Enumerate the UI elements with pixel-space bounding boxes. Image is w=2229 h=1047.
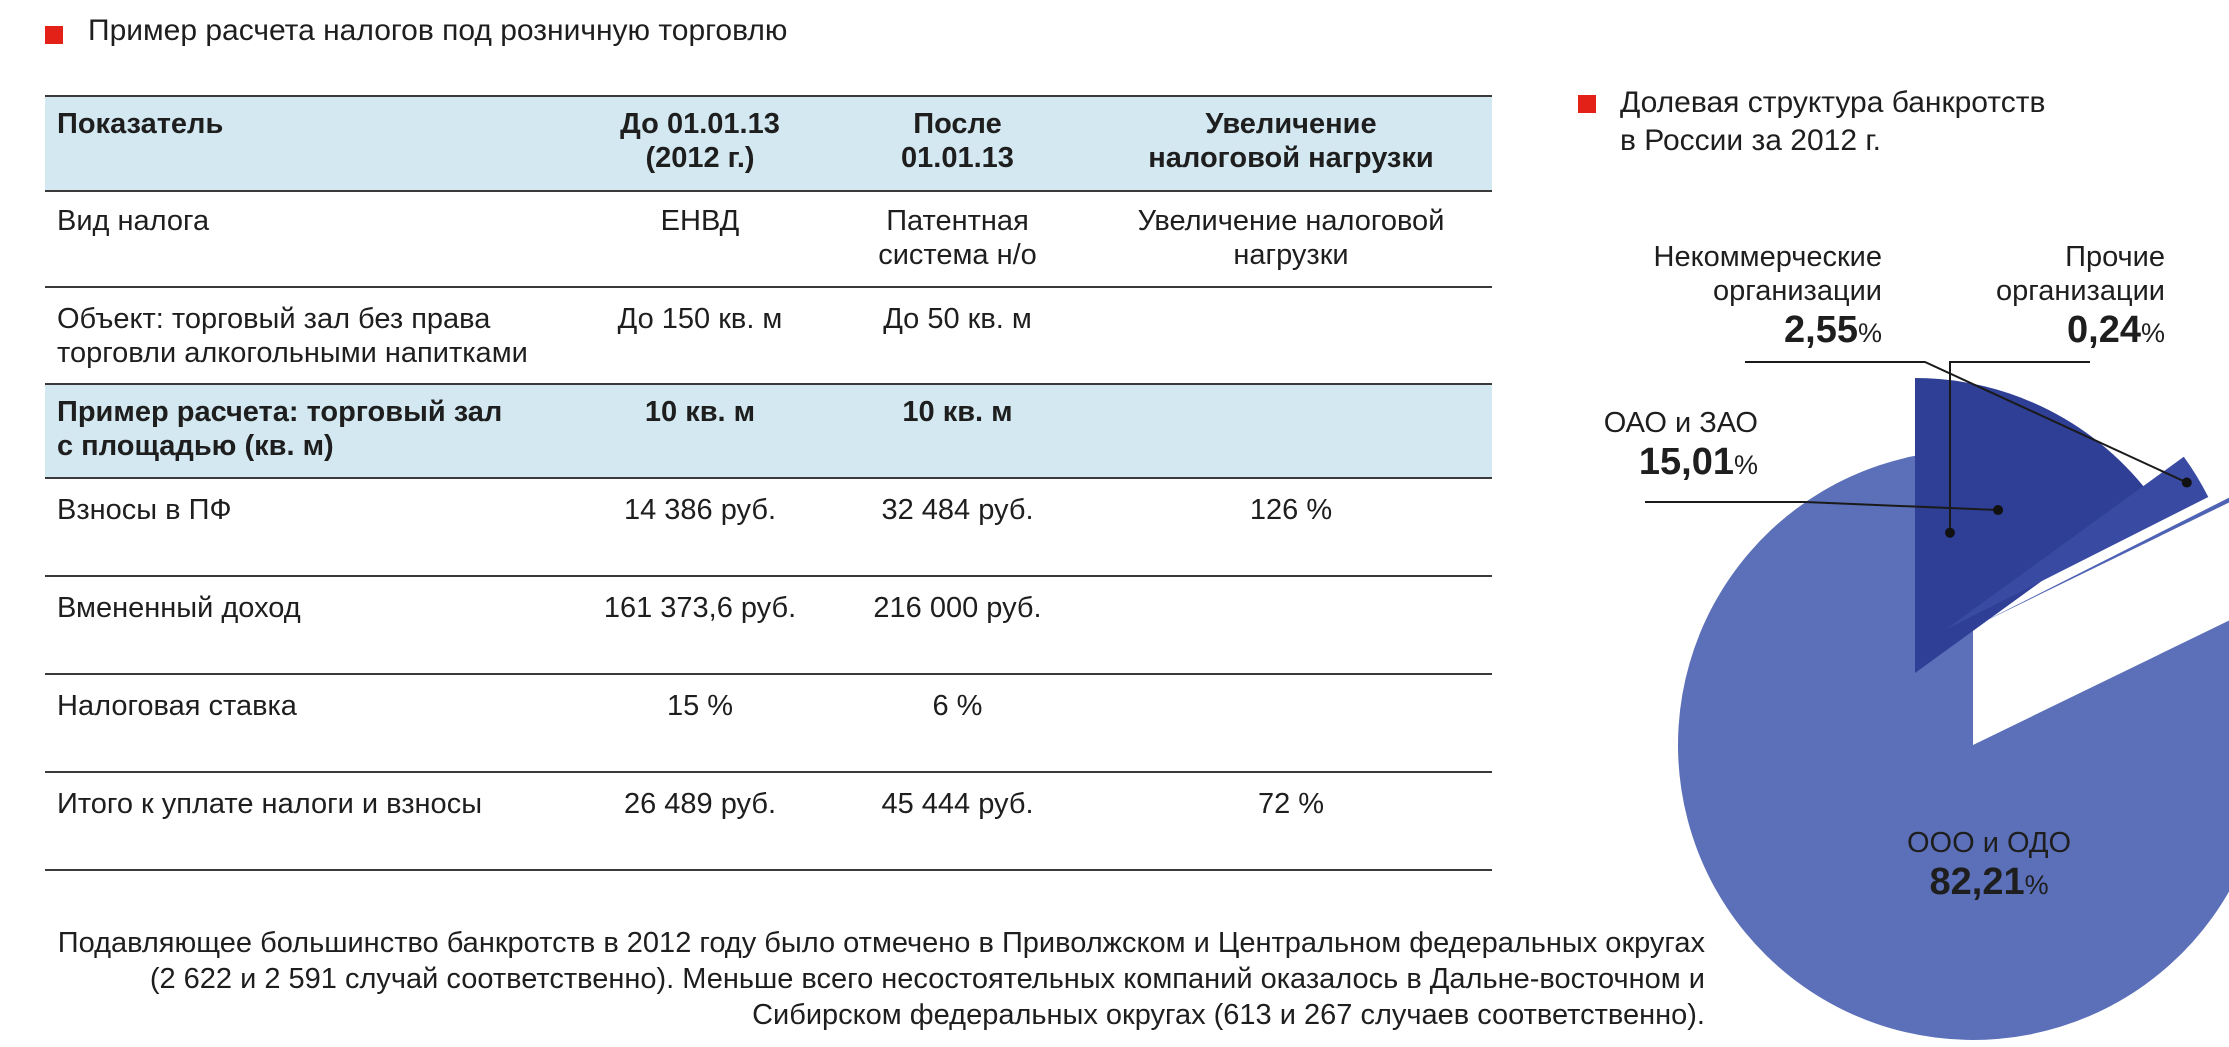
table-cell: До 50 кв. м	[825, 287, 1090, 384]
table-cell: Вид налога	[45, 191, 575, 287]
table-cell: Вмененный доход	[45, 576, 575, 674]
table-cell: Патентная система н/о	[825, 191, 1090, 287]
slice-name-other: Прочие организации	[1996, 241, 2165, 307]
table-cell: Объект: торговый зал без права торговли алкогольными напитками	[45, 287, 575, 384]
table-cell: До 150 кв. м	[575, 287, 825, 384]
slice-name-noncommercial: Некоммерческие организации	[1653, 241, 1882, 307]
slice-label-noncommercial: Некоммерческие организации 2,55%	[1653, 241, 1882, 351]
table-header-cell: Показатель	[45, 96, 575, 191]
slice-value-oao-zao: 15,01	[1638, 441, 1734, 483]
leader-dot-other	[1945, 528, 1955, 538]
leader-dot-noncommercial	[2182, 478, 2192, 488]
table-cell: 161 373,6 руб.	[575, 576, 825, 674]
table-cell: 14 386 руб.	[575, 478, 825, 576]
table-cell: 10 кв. м	[825, 384, 1090, 478]
table-cell: 26 489 руб.	[575, 772, 825, 870]
chart-title: Долевая структура банкротств в России за 2012 г.	[1620, 86, 2046, 157]
table-cell: 216 000 руб.	[825, 576, 1090, 674]
slice-label-other: Прочие организации 0,24%	[1996, 241, 2165, 351]
table-cell: 10 кв. м	[575, 384, 825, 478]
table-cell: 15 %	[575, 674, 825, 772]
footnote: Подавляющее большинство банкротств в 2012 году было отмечено в Приволжском и Центральном федеральных округах (2 622 и 2 591 случай соответственно). Меньше всего несостоятельных компаний оказалось в Дальне-восточном и Сибирском федеральных округах (613 и 267 случаев соответственно).	[57, 927, 1705, 1031]
table-title: Пример расчета налогов под розничную торговлю	[88, 14, 788, 47]
table-cell: Пример расчета: торговый зал с площадью (кв. м)	[45, 384, 575, 478]
table-cell: Увеличение налоговой нагрузки	[1090, 191, 1492, 287]
table-cell: 6 %	[825, 674, 1090, 772]
leader-dot-oao-zao	[1993, 505, 2003, 515]
table-cell: 72 %	[1090, 772, 1492, 870]
table-cell: 126 %	[1090, 478, 1492, 576]
slice-name-oao-zao: ОАО и ЗАО	[1603, 407, 1758, 439]
slice-value-other: 0,24	[2067, 309, 2141, 351]
slice-value-noncommercial: 2,55	[1784, 309, 1858, 351]
table-cell: ЕНВД	[575, 191, 825, 287]
table-header-cell: После 01.01.13	[825, 96, 1090, 191]
slice-value-ooo-odo: 82,21	[1929, 861, 2025, 903]
table-cell: 32 484 руб.	[825, 478, 1090, 576]
slice-name-ooo-odo: ООО и ОДО	[1907, 827, 2072, 859]
slice-label-oao-zao: ОАО и ЗАО 15,01%	[1603, 407, 1758, 483]
slice-label-ooo-odo: ООО и ОДО 82,21%	[1907, 827, 2072, 903]
table-header-cell: До 01.01.13 (2012 г.)	[575, 96, 825, 191]
table-header-cell: Увеличение налоговой нагрузки	[1090, 96, 1492, 191]
table-cell: 45 444 руб.	[825, 772, 1090, 870]
table-cell: Итого к уплате налоги и взносы	[45, 772, 575, 870]
table-cell: Взносы в ПФ	[45, 478, 575, 576]
table-cell: Налоговая ставка	[45, 674, 575, 772]
